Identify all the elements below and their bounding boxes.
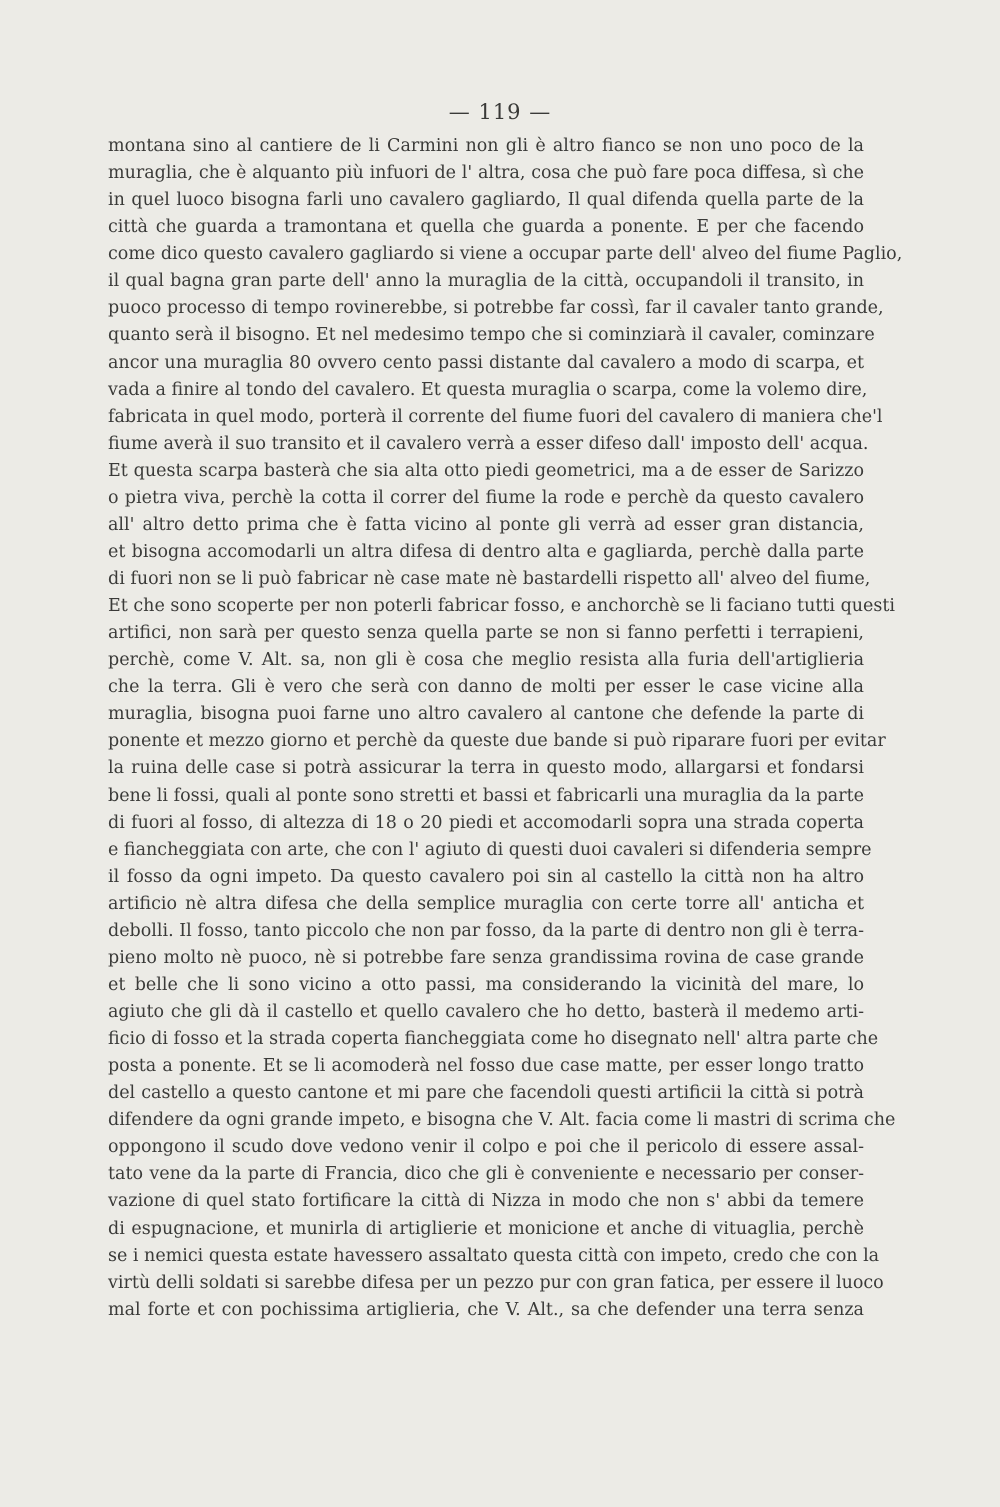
text-line: Et questa scarpa basterà che sia alta otto piedi geometrici, ma a de esser de Sarizzo <box>108 460 864 481</box>
text-line: di fuori non se li può fabricar nè case mate nè bastardelli rispetto all' alveo del fiume, <box>108 569 871 589</box>
body-text <box>108 133 903 1324</box>
text-line: agiuto che gli dà il castello et quello cavalero che ho detto, basterà il medemo arti- <box>108 1002 864 1022</box>
text-line: oppongono il scudo dove vedono venir il colpo e poi che il pericolo di essere assal- <box>108 1137 864 1158</box>
text-line: ficio di fosso et la strada coperta fiancheggiata come ho disegnato nell' altra parte che <box>108 1029 879 1050</box>
text-line: come dico questo cavalero gagliardo si viene a occupar parte dell' alveo del fiume Paglio, <box>108 244 903 265</box>
text-line: et bisogna accomodarli un altra difesa di dentro alta e gagliarda, perchè dalla parte <box>108 541 864 562</box>
text-line: muraglia, bisogna puoi farne uno altro cavalero al cantone che defende la parte di <box>108 704 864 725</box>
text-line: mal forte et con pochissima artiglieria, che V. Alt., sa che defender una terra senza <box>108 1299 864 1320</box>
text-line: se i nemici questa estate havessero assaltato questa città con impeto, credo che con la <box>108 1245 880 1266</box>
text-line: Et che sono scoperte per non poterli fabricar fosso, e anchorchè se li faciano tutti questi <box>108 596 896 617</box>
text-line: in quel luoco bisogna farli uno cavalero gagliardo, Il qual difenda quella parte de la <box>108 190 864 211</box>
text-line: città che guarda a tramontana et quella che guarda a ponente. E per che facendo <box>108 217 864 238</box>
text-line: di fuori al fosso, di altezza di 18 o 20 piedi et accomodarli sopra una strada coperta <box>108 812 864 833</box>
text-line: all' altro detto prima che è fatta vicino al ponte gli verrà ad esser gran distancia, <box>108 514 864 535</box>
text-line: montana sino al cantiere de li Carmini non gli è altro fianco se non uno poco de la <box>108 136 864 156</box>
text-line: perchè, come V. Alt. sa, non gli è cosa che meglio resista alla furia dell'artiglieria <box>108 650 864 671</box>
text-line: difendere da ogni grande impeto, e bisogna che V. Alt. facia come li mastri di scrima che <box>108 1110 896 1131</box>
text-line: vada a finire al tondo del cavalero. Et questa muraglia o scarpa, come la volemo dire, <box>108 379 868 400</box>
text-line: debolli. Il fosso, tanto piccolo che non par fosso, da la parte di dentro non gli è terra- <box>108 920 864 941</box>
text-line: e fiancheggiata con arte, che con l' agiuto di questi duoi cavaleri si difenderia sempre <box>108 839 872 860</box>
text-line: del castello a questo cantone et mi pare che facendoli questi artificii la città si potrà <box>108 1083 864 1104</box>
text-line: pieno molto nè puoco, nè si potrebbe fare senza grandissima rovina de case grande <box>108 947 864 968</box>
text-line: vazione di quel stato fortificare la città di Nizza in modo che non s' abbi da temere <box>108 1191 864 1212</box>
text-line: ancor una muraglia 80 ovvero cento passi distante dal cavalero a modo di scarpa, et <box>108 352 864 373</box>
text-line: bene li fossi, quali al ponte sono stretti et bassi et fabricarli una muraglia da la parte <box>108 785 864 806</box>
text-line: il qual bagna gran parte dell' anno la muraglia de la città, occupandoli il transito, in <box>108 271 864 292</box>
text-line: o pietra viva, perchè la cotta il correr del fiume la rode e perchè da questo cavalero <box>108 487 864 508</box>
page-number: — 119 — <box>448 100 552 124</box>
text-line: artificio nè altra difesa che della semplice muraglia con certe torre all' anticha et <box>108 893 864 914</box>
text-line: di espugnacione, et munirla di artiglierie et monicione et anche di vituaglia, perchè <box>108 1218 864 1239</box>
text-line: posta a ponente. Et se li acomoderà nel fosso due case matte, per esser longo tratto <box>108 1056 864 1077</box>
text-line: muraglia, che è alquanto più infuori de l' altra, cosa che può fare poca diffesa, sì che <box>108 163 864 184</box>
text-line: et belle che li sono vicino a otto passi, ma considerando la vicinità del mare, lo <box>108 974 864 995</box>
text-line: puoco processo di tempo rovinerebbe, si potrebbe far cossì, far il cavaler tanto grande, <box>108 298 884 319</box>
text-line: che la terra. Gli è vero che serà con danno de molti per esser le case vicine alla <box>108 677 864 698</box>
text-line: il fosso da ogni impeto. Da questo cavalero poi sin al castello la città non ha altro <box>108 866 864 887</box>
text-line: ponente et mezzo giorno et perchè da queste due bande si può riparare fuori per evitar <box>108 731 886 752</box>
text-line: artifici, non sarà per questo senza quella parte se non si fanno perfetti i terrapieni, <box>108 623 864 644</box>
text-line: virtù delli soldati si sarebbe difesa per un pezzo pur con gran fatica, per essere il luoco <box>108 1272 884 1293</box>
text-line: la ruina delle case si potrà assicurar la terra in questo modo, allargarsi et fondarsi <box>108 758 864 779</box>
text-line: fiume averà il suo transito et il cavalero verrà a esser difeso dall' imposto dell' acqua. <box>108 433 869 454</box>
text-line: quanto serà il bisogno. Et nel medesimo tempo che si cominziarà il cavaler, cominzare <box>108 325 875 346</box>
text-line: fabricata in quel modo, porterà il corrente del fiume fuori del cavalero di maniera che'l <box>108 406 883 427</box>
text-line: tato vene da la parte di Francia, dico che gli è conveniente e necessario per conser- <box>108 1164 864 1185</box>
